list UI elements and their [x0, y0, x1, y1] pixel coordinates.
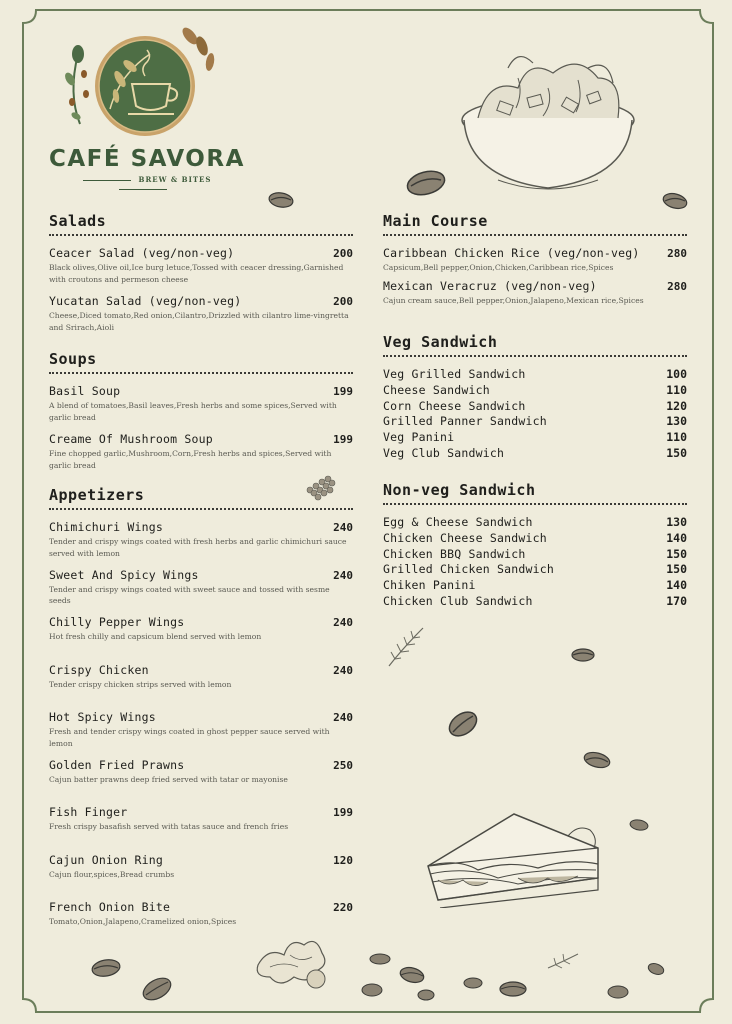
item-price: 240 — [333, 711, 353, 724]
item-description: Fresh crispy basafish served with tatas sauce and french fries — [49, 822, 289, 831]
coffee-bean-icon — [661, 192, 689, 210]
menu-item — [49, 294, 353, 342]
item-price: 199 — [333, 385, 353, 398]
item-name: Chicken BBQ Sandwich — [383, 546, 526, 561]
menu-item — [49, 568, 353, 616]
item-price: 100 — [666, 367, 687, 381]
coffee-bean-icon — [416, 988, 436, 1002]
menu-item — [383, 515, 687, 531]
item-name: Golden Fried Prawns — [49, 757, 185, 772]
item-name: Basil Soup — [49, 384, 121, 398]
ginger-illustration — [250, 925, 332, 995]
menu-item — [383, 383, 687, 399]
salad-bowl-illustration — [458, 48, 638, 202]
item-price: 240 — [333, 616, 353, 629]
item-name: Hot Spicy Wings — [49, 710, 156, 724]
menu-item — [49, 520, 353, 568]
coffee-bean-icon — [398, 966, 426, 984]
item-name: Cajun Onion Ring — [49, 852, 163, 867]
menu-item — [49, 663, 353, 711]
section-title-appetizers: Appetizers — [49, 486, 145, 504]
coffee-bean-icon — [498, 980, 528, 998]
coffee-bean-icon — [582, 750, 612, 770]
item-price: 199 — [333, 433, 353, 446]
section-title-main-course: Main Course — [383, 212, 488, 230]
menu-item — [383, 578, 687, 594]
menu-item — [49, 758, 353, 806]
item-price: 120 — [333, 853, 353, 867]
item-description: Cajun batter prawns deep fried served with tatar or mayonise — [49, 774, 288, 784]
coffee-bean-icon — [606, 984, 630, 1000]
item-name: Chicken Club Sandwich — [383, 593, 533, 608]
coffee-bean-icon — [446, 708, 480, 740]
item-price: 170 — [666, 593, 687, 608]
menu-item — [49, 246, 353, 294]
menu-item — [49, 384, 353, 432]
coffee-bean-icon — [360, 982, 384, 998]
item-description: Tender and crispy wings coated with sweet sauce and tossed with sesme seeds — [49, 584, 330, 605]
item-name: Egg & Cheese Sandwich — [383, 515, 533, 529]
item-name: Mexican Veracruz (veg/non-veg) — [383, 279, 597, 293]
menu-item — [49, 615, 353, 663]
coffee-bean-icon — [570, 647, 596, 663]
herb-sprig-icon — [546, 950, 580, 972]
item-name: Yucatan Salad (veg/non-veg) — [49, 294, 242, 308]
soups-section — [49, 350, 353, 480]
item-name: Creame Of Mushroom Soup — [49, 432, 213, 446]
item-name: Chiken Panini — [383, 578, 476, 593]
coffee-bean-icon — [90, 958, 122, 978]
menu-item — [383, 399, 687, 415]
item-price: 110 — [666, 382, 687, 397]
item-name: Veg Grilled Sandwich — [383, 367, 526, 381]
menu-item — [383, 367, 687, 383]
coffee-bean-icon — [628, 818, 650, 832]
menu-item — [383, 531, 687, 547]
item-price: 140 — [666, 578, 687, 593]
item-price: 150 — [666, 546, 687, 561]
menu-item — [383, 562, 687, 578]
coffee-bean-icon — [368, 952, 392, 966]
brand-name: CAFÉ SAVORA — [49, 146, 245, 172]
item-price: 220 — [333, 901, 353, 914]
main-course-section — [383, 212, 687, 312]
menu-item — [383, 246, 687, 279]
veg-sandwich-section — [383, 333, 687, 462]
item-name: Chimichuri Wings — [49, 520, 163, 534]
item-price: 130 — [666, 515, 687, 529]
menu-item — [383, 279, 687, 312]
item-description: Capsicum,Bell pepper,Onion,Chicken,Caribbean rice,Spices — [383, 263, 614, 272]
section-title-veg-sandwich: Veg Sandwich — [383, 333, 498, 351]
item-name: Corn Cheese Sandwich — [383, 398, 526, 413]
item-name: Chicken Cheese Sandwich — [383, 530, 547, 545]
item-name: Crispy Chicken — [49, 662, 149, 677]
menu-item — [49, 432, 353, 480]
item-description: Tender and crispy wings coated with fresh herbs and garlic chimichuri sauce served with lemon — [49, 537, 347, 558]
menu-item — [49, 805, 353, 853]
item-price: 120 — [666, 398, 687, 413]
section-divider — [49, 508, 353, 510]
item-price: 240 — [333, 568, 353, 582]
coffee-bean-icon — [267, 191, 295, 209]
item-description: Cajun flour,spices,Bread crumbs — [49, 869, 175, 879]
item-price: 200 — [333, 247, 353, 260]
item-price: 110 — [666, 430, 687, 445]
item-price: 200 — [333, 295, 353, 308]
menu-item — [49, 853, 353, 901]
section-title-salads: Salads — [49, 212, 107, 230]
item-description: Hot fresh chilly and capsicum blend served with lemon — [49, 632, 262, 641]
nonveg-sandwich-section — [383, 481, 687, 610]
item-description: A blend of tomatoes,Basil leaves,Fresh herbs and some spices,Served with garlic bread — [49, 401, 337, 422]
item-name: Veg Club Sandwich — [383, 445, 505, 460]
item-name: Caribbean Chicken Rice (veg/non-veg) — [383, 246, 640, 260]
salads-section — [49, 212, 353, 342]
menu-item — [49, 710, 353, 758]
item-name: Fish Finger — [49, 805, 128, 819]
menu-item — [383, 414, 687, 430]
item-price: 240 — [333, 663, 353, 677]
item-description: Cheese,Diced tomato,Red onion,Cilantro,Drizzled with cilantro lime-vingretta and Srirach,Aioli — [49, 311, 349, 332]
item-price: 250 — [333, 758, 353, 772]
item-description: Cajun cream sauce,Bell pepper,Onion,Jalapeno,Mexican rice,Spices — [383, 296, 644, 305]
item-price: 199 — [333, 806, 353, 819]
brand-tagline — [50, 175, 236, 193]
item-description: Tomato,Onion,Jalapeno,Cramelized onion,Spices — [49, 917, 237, 926]
appetizers-section — [49, 486, 353, 948]
item-description: Fresh and tender crispy wings coated in ghost pepper sauce served with lemon — [49, 727, 330, 748]
item-price: 240 — [333, 521, 353, 534]
item-name: Grilled Panner Sandwich — [383, 414, 547, 429]
item-name: French Onion Bite — [49, 900, 171, 914]
coffee-bean-icon — [646, 962, 666, 976]
item-name: Chilly Pepper Wings — [49, 615, 185, 629]
item-name: Ceacer Salad (veg/non-veg) — [49, 246, 235, 260]
item-description: Fine chopped garlic,Mushroom,Corn,Fresh herbs and spices,Served with garlic bread — [49, 449, 332, 470]
brand-tagline-text: BREW & BITES — [138, 175, 212, 184]
item-name: Sweet And Spicy Wings — [49, 567, 199, 582]
item-name: Grilled Chicken Sandwich — [383, 562, 554, 577]
menu-item — [383, 446, 687, 462]
menu-item — [383, 547, 687, 563]
section-title-nonveg-sandwich: Non-veg Sandwich — [383, 481, 536, 499]
menu-item — [383, 430, 687, 446]
item-price: 130 — [666, 414, 687, 429]
item-description: Tender crispy chicken strips served with lemon — [49, 679, 232, 689]
section-divider — [383, 503, 687, 505]
section-title-soups: Soups — [49, 350, 97, 368]
section-divider — [383, 234, 687, 236]
item-price: 280 — [667, 280, 687, 293]
coffee-bean-icon — [140, 976, 174, 1002]
item-name: Veg Panini — [383, 430, 455, 445]
item-price: 150 — [666, 562, 687, 577]
section-divider — [49, 372, 353, 374]
item-description: Black olives,Olive oil,Ice burg letuce,Tossed with ceacer dressing,Garnished with croutons and permeson cheese — [49, 263, 344, 284]
coffee-bean-icon — [405, 168, 447, 198]
coffee-bean-icon — [462, 976, 484, 990]
section-divider — [383, 355, 687, 357]
item-price: 280 — [667, 247, 687, 260]
item-price: 150 — [666, 445, 687, 460]
section-divider — [49, 234, 353, 236]
menu-item — [383, 594, 687, 610]
item-price: 140 — [666, 530, 687, 545]
sandwich-illustration — [418, 808, 608, 912]
item-name: Cheese Sandwich — [383, 382, 490, 397]
herb-sprig-icon — [385, 624, 427, 670]
